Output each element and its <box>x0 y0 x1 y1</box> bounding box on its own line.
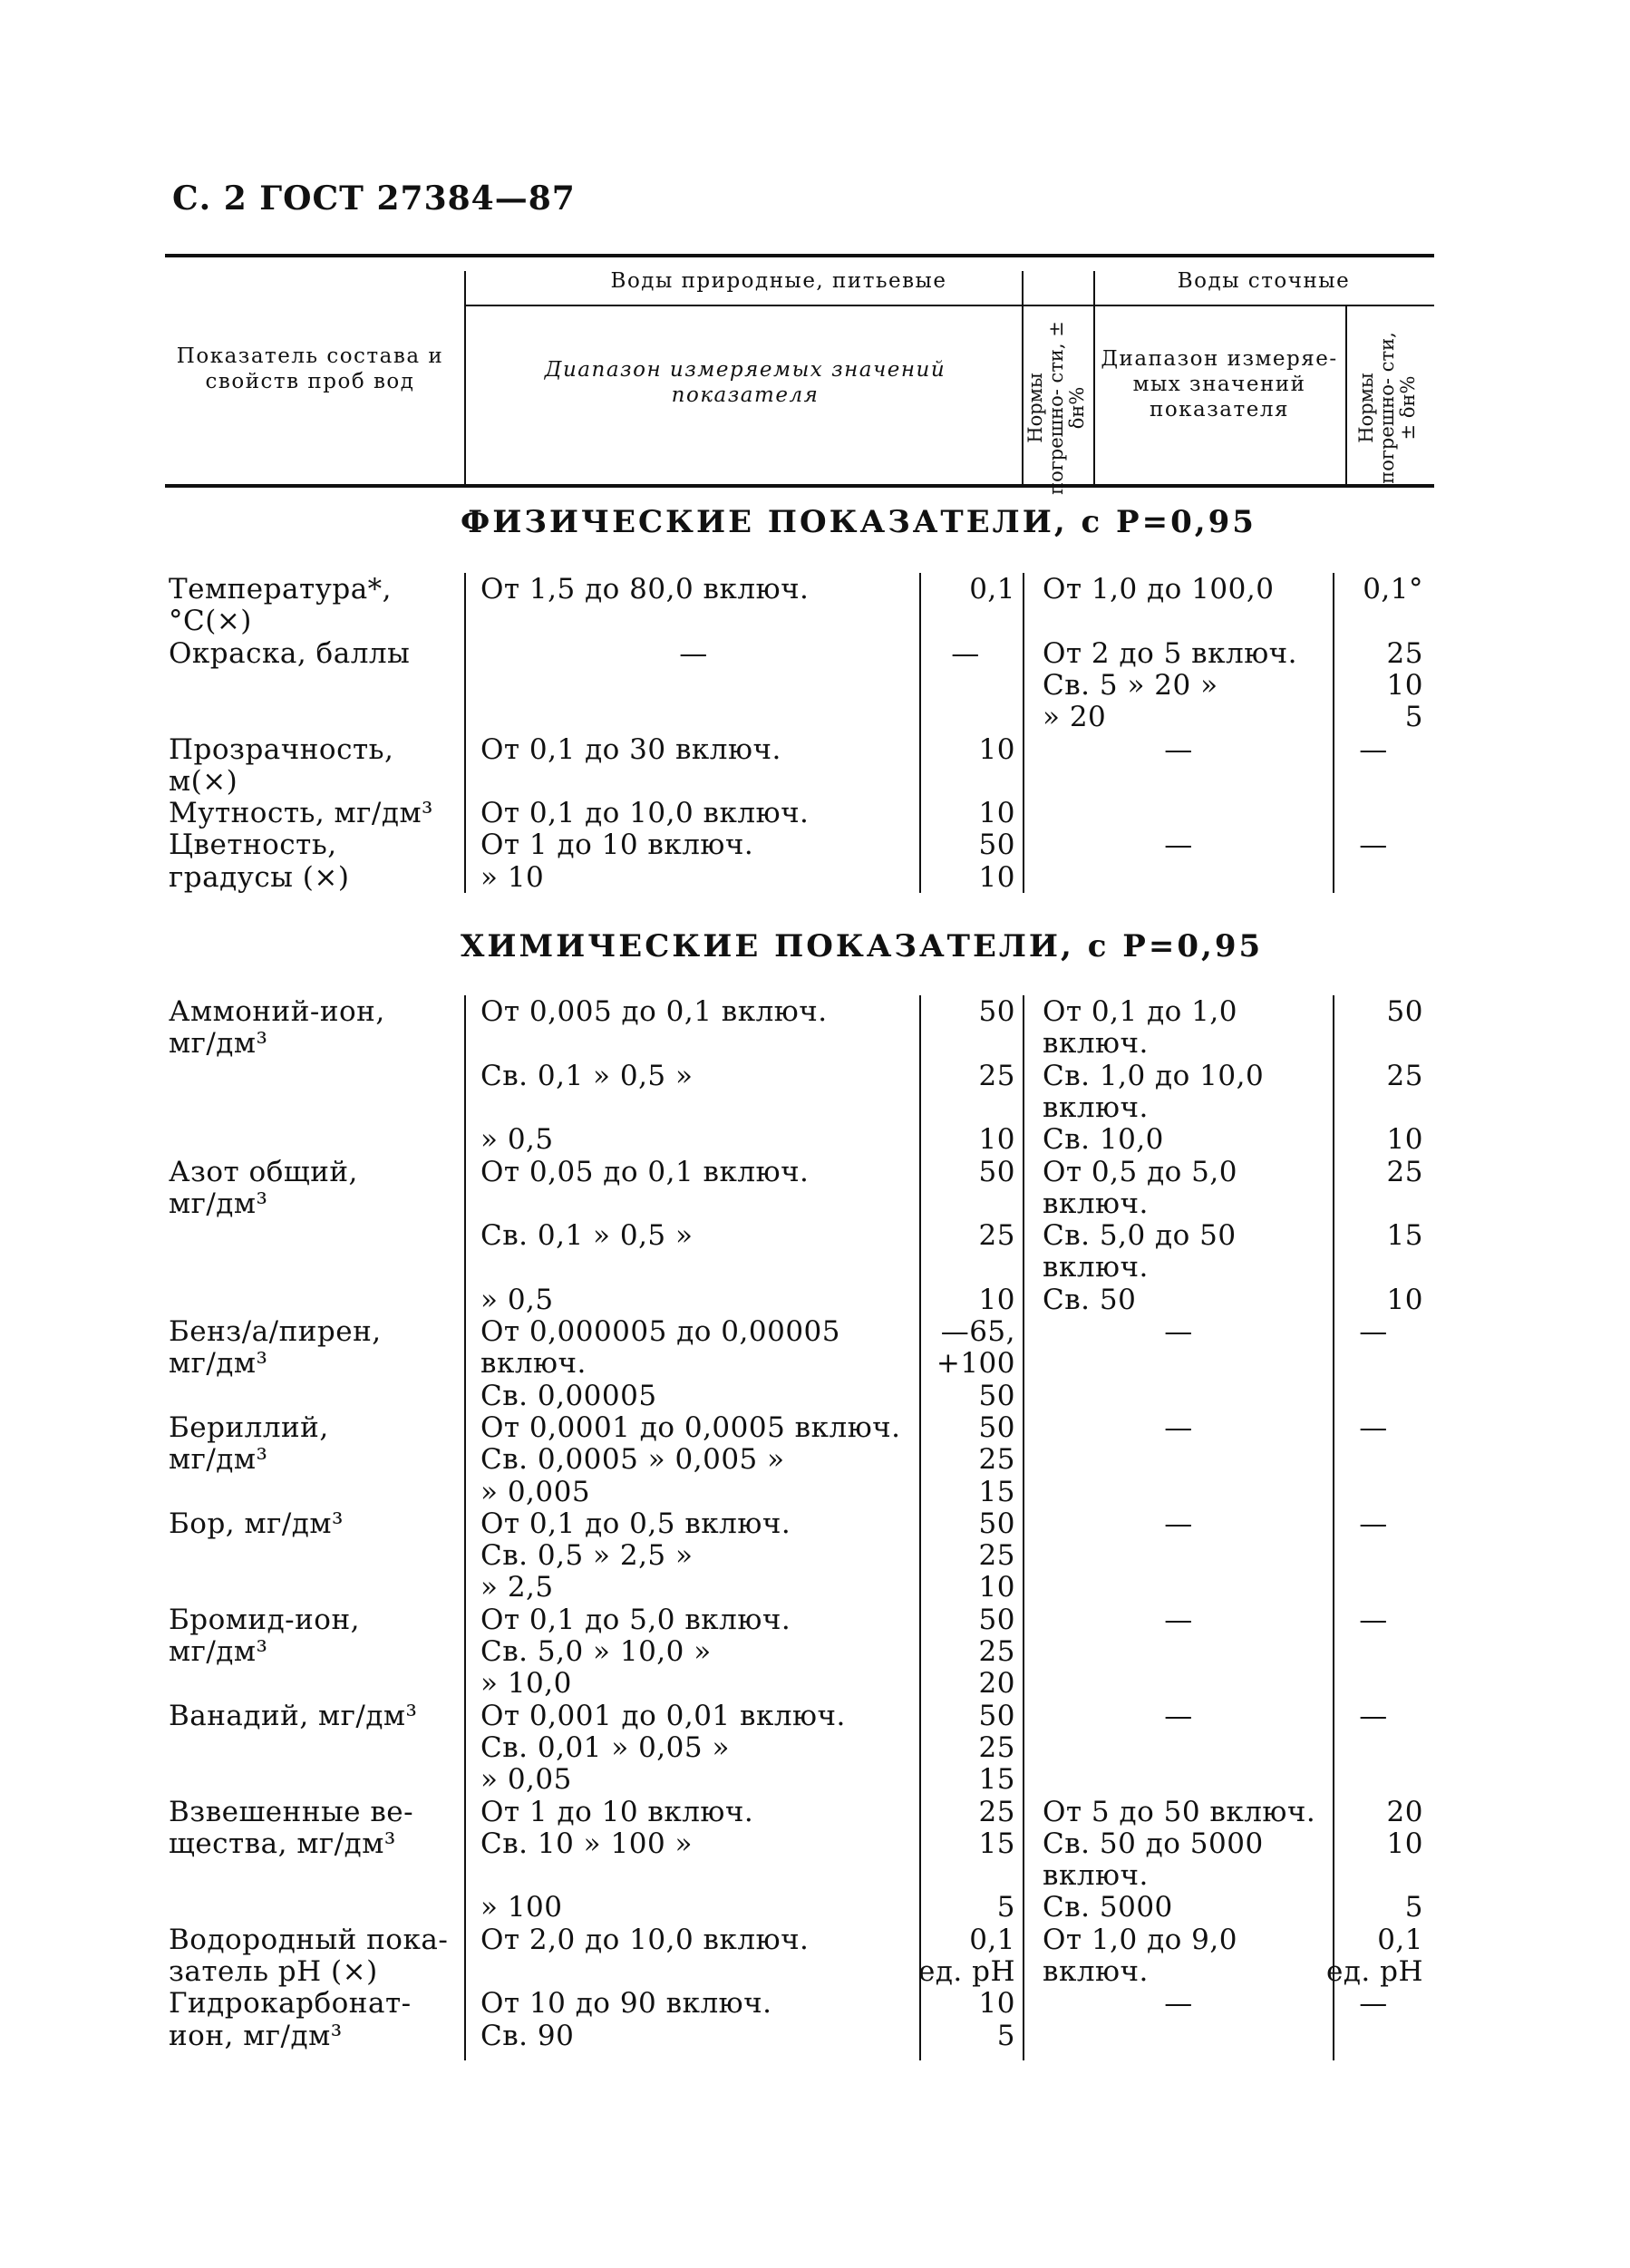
cell-natural-range: От 10 до 90 включ. <box>480 1987 772 2021</box>
cell-natural-range: — <box>679 636 708 670</box>
cell-name: мг/дм³ <box>169 1347 268 1381</box>
cell-name: Цветность, <box>169 829 337 862</box>
cell-waste-range: Св. 10,0 <box>1043 1123 1164 1157</box>
cell-waste-range: включ. <box>1043 1955 1149 1988</box>
cell-waste-range: От 5 до 50 включ. <box>1043 1795 1316 1828</box>
cell-natural-norm: 50 <box>978 1507 1015 1540</box>
column-rule <box>919 995 921 2060</box>
cell-name: ион, мг/дм³ <box>169 2019 343 2052</box>
cell-natural-norm: 50 <box>978 1155 1015 1188</box>
group-waste-header: Воды сточные <box>1177 269 1351 293</box>
cell-natural-norm: 50 <box>978 1410 1015 1444</box>
cell-natural-range: От 0,1 до 0,5 включ. <box>480 1507 791 1540</box>
cell-name: Прозрачность, <box>169 732 394 766</box>
column-rule <box>1333 995 1334 2060</box>
cell-waste-range: Св. 5 » 20 » <box>1043 668 1218 702</box>
col-range-waste-header: Диапазон измеряе- мых значений показателя <box>1101 347 1338 422</box>
cell-natural-norm: 15 <box>978 1763 1015 1797</box>
cell-natural-norm: 20 <box>978 1667 1015 1701</box>
cell-waste-range: — <box>1164 1699 1193 1732</box>
cell-name: Мутность, мг/дм³ <box>169 797 433 830</box>
column-rule <box>464 995 466 2060</box>
cell-waste-norm: 25 <box>1386 1155 1423 1188</box>
cell-name: Окраска, баллы <box>169 636 411 670</box>
cell-waste-range: — <box>1164 1987 1193 2021</box>
cell-natural-range: Св. 0,1 » 0,5 » <box>480 1059 694 1092</box>
cell-natural-norm: 5 <box>996 1891 1015 1924</box>
cell-natural-range: Св. 0,5 » 2,5 » <box>480 1539 694 1573</box>
cell-name: Взвешенные ве- <box>169 1795 414 1828</box>
cell-natural-norm: 25 <box>978 1219 1015 1253</box>
cell-natural-range: Св. 0,1 » 0,5 » <box>480 1219 694 1253</box>
cell-natural-norm: 50 <box>978 995 1015 1028</box>
cell-waste-norm: 20 <box>1386 1795 1423 1828</box>
cell-natural-range: От 0,05 до 0,1 включ. <box>480 1155 810 1188</box>
cell-natural-range: » 100 <box>480 1891 563 1924</box>
cell-natural-norm: +100 <box>936 1347 1015 1381</box>
cell-name: Азот общий, <box>169 1155 358 1188</box>
cell-waste-range: Св. 50 до 5000 <box>1043 1827 1264 1860</box>
cell-natural-norm: 0,1 <box>969 1923 1015 1956</box>
cell-waste-norm: — <box>1359 1315 1388 1348</box>
cell-name: мг/дм³ <box>169 1027 268 1061</box>
cell-name: °С(×) <box>169 605 252 638</box>
cell-waste-range: От 1,0 до 100,0 <box>1043 573 1275 606</box>
cell-waste-range: включ. <box>1043 1090 1149 1124</box>
cell-waste-norm: 10 <box>1386 1283 1423 1316</box>
cell-waste-range: включ. <box>1043 1187 1149 1220</box>
cell-waste-norm: 0,1° <box>1363 573 1423 606</box>
cell-natural-range: Св. 10 » 100 » <box>480 1827 693 1860</box>
cell-natural-norm: 25 <box>978 1635 1015 1668</box>
cell-natural-range: » 10,0 <box>480 1667 572 1701</box>
cell-natural-norm: 15 <box>978 1827 1015 1860</box>
cell-waste-range: От 2 до 5 включ. <box>1043 636 1298 670</box>
cell-name: Бенз/а/пирен, <box>169 1315 382 1348</box>
cell-waste-range: включ. <box>1043 1027 1149 1061</box>
cell-name: градусы (×) <box>169 860 350 894</box>
col-norm-natural-header: Нормы погрешно- сти, ± δн% <box>1024 321 1088 495</box>
cell-natural-norm: 50 <box>978 829 1015 862</box>
cell-waste-norm: 25 <box>1386 636 1423 670</box>
cell-waste-norm: — <box>1359 1699 1388 1732</box>
cell-natural-range: От 2,0 до 10,0 включ. <box>480 1923 810 1956</box>
cell-natural-norm: 50 <box>978 1379 1015 1412</box>
section-chemical-title: ХИМИЧЕСКИЕ ПОКАЗАТЕЛИ, с P=0,95 <box>461 928 1264 964</box>
cell-natural-norm: 25 <box>978 1730 1015 1764</box>
cell-waste-norm: — <box>1359 1410 1388 1444</box>
cell-natural-range: Св. 0,0005 » 0,005 » <box>480 1443 785 1477</box>
cell-waste-norm: — <box>1359 829 1388 862</box>
cell-natural-norm: 10 <box>978 1123 1015 1157</box>
cell-waste-norm: — <box>1359 1603 1388 1636</box>
cell-natural-norm: 15 <box>978 1475 1015 1508</box>
cell-waste-range: Св. 5000 <box>1043 1891 1173 1924</box>
cell-name: мг/дм³ <box>169 1443 268 1477</box>
cell-waste-range: От 0,1 до 1,0 <box>1043 995 1237 1028</box>
cell-waste-range: — <box>1164 1603 1193 1636</box>
cell-natural-norm: 10 <box>978 732 1015 766</box>
cell-waste-norm: — <box>1359 1507 1388 1540</box>
group-natural-header: Воды природные, питьевые <box>610 269 947 293</box>
cell-natural-range: » 2,5 <box>480 1571 554 1604</box>
col-range-natural-header: Диапазон измеряемых значений показателя <box>544 358 946 407</box>
cell-waste-norm: 10 <box>1386 1827 1423 1860</box>
cell-name: м(×) <box>169 764 238 798</box>
cell-waste-norm: — <box>1359 732 1388 766</box>
page-header: С. 2 ГОСТ 27384—87 <box>172 179 576 218</box>
cell-natural-range: Св. 5,0 » 10,0 » <box>480 1635 712 1668</box>
cell-natural-range: От 0,1 до 30 включ. <box>480 732 781 766</box>
column-rule <box>464 573 466 893</box>
cell-name: Гидрокарбонат- <box>169 1987 412 2021</box>
cell-natural-range: От 1 до 10 включ. <box>480 829 754 862</box>
section-physical-title: ФИЗИЧЕСКИЕ ПОКАЗАТЕЛИ, с P=0,95 <box>461 504 1256 540</box>
cell-natural-range: включ. <box>480 1347 587 1381</box>
cell-natural-norm: 5 <box>996 2019 1015 2052</box>
cell-waste-range: — <box>1164 1315 1193 1348</box>
cell-waste-range: От 1,0 до 9,0 <box>1043 1923 1237 1956</box>
cell-natural-norm: 25 <box>978 1539 1015 1573</box>
cell-natural-norm: 50 <box>978 1699 1015 1732</box>
cell-natural-norm: —65, <box>940 1315 1015 1348</box>
cell-natural-norm: 10 <box>978 860 1015 894</box>
cell-natural-range: От 1 до 10 включ. <box>480 1795 754 1828</box>
column-rule <box>1333 573 1334 893</box>
cell-natural-range: Св. 90 <box>480 2019 575 2052</box>
cell-waste-range: Св. 1,0 до 10,0 <box>1043 1059 1265 1092</box>
cell-waste-range: От 0,5 до 5,0 <box>1043 1155 1237 1188</box>
cell-natural-range: » 0,05 <box>480 1763 572 1797</box>
cell-waste-range: — <box>1164 1507 1193 1540</box>
cell-natural-range: От 0,1 до 10,0 включ. <box>480 797 810 830</box>
cell-waste-norm: 10 <box>1386 1123 1423 1157</box>
cell-waste-norm: 5 <box>1404 701 1423 734</box>
cell-natural-norm: 25 <box>978 1795 1015 1828</box>
cell-natural-norm: — <box>951 636 980 670</box>
cell-waste-norm: 10 <box>1386 668 1423 702</box>
cell-name: Ванадий, мг/дм³ <box>169 1699 418 1732</box>
cell-waste-norm: 50 <box>1386 995 1423 1028</box>
cell-natural-range: » 0,5 <box>480 1123 554 1157</box>
cell-name: Бериллий, <box>169 1410 329 1444</box>
cell-waste-range: Св. 50 <box>1043 1283 1137 1316</box>
cell-natural-range: От 0,000005 до 0,00005 <box>480 1315 840 1348</box>
cell-natural-range: От 1,5 до 80,0 включ. <box>480 573 810 606</box>
cell-natural-range: От 0,001 до 0,01 включ. <box>480 1699 846 1732</box>
cell-natural-norm: 10 <box>978 1987 1015 2021</box>
cell-waste-range: — <box>1164 1410 1193 1444</box>
cell-name: мг/дм³ <box>169 1187 268 1220</box>
cell-waste-range: » 20 <box>1043 701 1107 734</box>
cell-name: затель pH (×) <box>169 1955 378 1988</box>
cell-waste-range: включ. <box>1043 1859 1149 1893</box>
cell-natural-range: Св. 0,01 » 0,05 » <box>480 1730 730 1764</box>
col-indicator-header: Показатель состава и свойств проб вод <box>176 344 444 393</box>
cell-natural-norm: 10 <box>978 1571 1015 1604</box>
cell-natural-norm: 25 <box>978 1059 1015 1092</box>
cell-natural-norm: 50 <box>978 1603 1015 1636</box>
cell-natural-range: » 10 <box>480 860 545 894</box>
cell-waste-range: Св. 5,0 до 50 <box>1043 1219 1237 1253</box>
column-rule <box>919 573 921 893</box>
cell-natural-norm: 10 <box>978 1283 1015 1316</box>
cell-natural-norm: ед. pH <box>917 1955 1015 1988</box>
cell-natural-range: » 0,5 <box>480 1283 554 1316</box>
cell-waste-norm: 0,1 <box>1377 1923 1423 1956</box>
cell-waste-norm: ед. pH <box>1325 1955 1423 1988</box>
column-rule <box>1023 573 1024 893</box>
cell-waste-range: включ. <box>1043 1251 1149 1284</box>
cell-name: Водородный пока- <box>169 1923 449 1956</box>
cell-waste-range: — <box>1164 829 1193 862</box>
cell-name: Бор, мг/дм³ <box>169 1507 344 1540</box>
cell-natural-norm: 0,1 <box>969 573 1015 606</box>
cell-natural-range: От 0,1 до 5,0 включ. <box>480 1603 791 1636</box>
cell-waste-norm: 15 <box>1386 1219 1423 1253</box>
cell-waste-norm: 25 <box>1386 1059 1423 1092</box>
cell-name: Температура*, <box>169 573 393 606</box>
cell-name: мг/дм³ <box>169 1635 268 1668</box>
cell-natural-range: От 0,005 до 0,1 включ. <box>480 995 828 1028</box>
cell-waste-range: — <box>1164 732 1193 766</box>
cell-natural-norm: 10 <box>978 797 1015 830</box>
cell-name: Бромид-ион, <box>169 1603 360 1636</box>
cell-waste-norm: — <box>1359 1987 1388 2021</box>
cell-waste-norm: 5 <box>1404 1891 1423 1924</box>
col-norm-waste-header: Нормы погрешно- сти, ± δн% <box>1355 332 1419 484</box>
cell-natural-norm: 25 <box>978 1443 1015 1477</box>
cell-natural-range: » 0,005 <box>480 1475 591 1508</box>
cell-natural-range: От 0,0001 до 0,0005 включ. <box>480 1410 901 1444</box>
cell-name: Аммоний-ион, <box>169 995 385 1028</box>
cell-natural-range: Св. 0,00005 <box>480 1379 657 1412</box>
column-rule <box>1023 995 1024 2060</box>
cell-name: щества, мг/дм³ <box>169 1827 396 1860</box>
